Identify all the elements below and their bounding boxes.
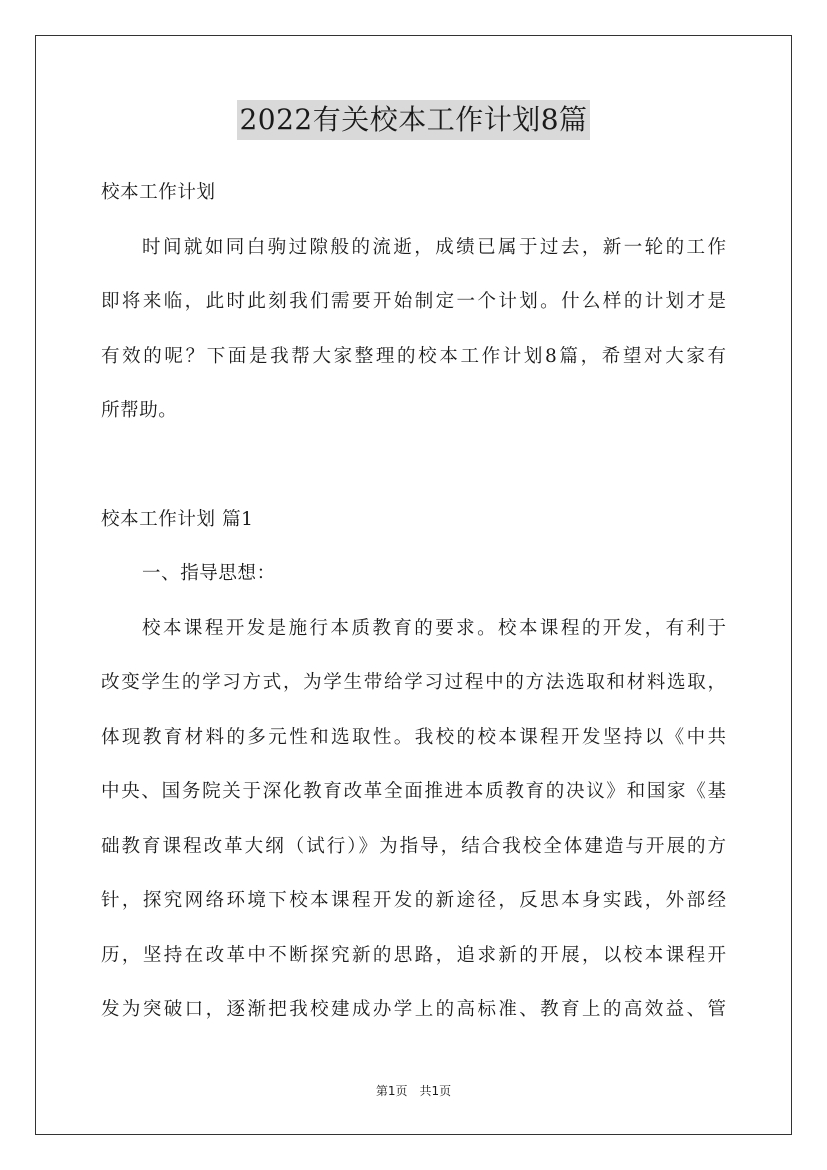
body-line: 体现教育材料的多元性和选取性。我校的校本课程开发坚持以《中共 (101, 727, 726, 748)
body-line: 改变学生的学习方式，为学生带给学习过程中的方法选取和材料选取， (101, 672, 726, 693)
body-line: 中央、国务院关于深化教育改革全面推进本质教育的决议》和国家《基 (101, 781, 726, 802)
body-line: 发为突破口，逐渐把我校建成办学上的高标准、教育上的高效益、管 (101, 999, 726, 1020)
section-heading: 校本工作计划 篇1 (101, 509, 254, 530)
intro-line: 即将来临，此时此刻我们需要开始制定一个计划。什么样的计划才是 (101, 291, 726, 312)
intro-line: 时间就如同白驹过隙般的流逝，成绩已属于过去，新一轮的工作 (142, 237, 726, 258)
intro-line: 所帮助。 (101, 400, 178, 421)
body-line: 历，坚持在改革中不断探究新的思路，追求新的开展，以校本课程开 (101, 945, 726, 966)
document-title (0, 100, 827, 140)
document-subtitle: 校本工作计划 (101, 182, 216, 203)
body-line: 础教育课程改革大纲（试行）》为指导，结合我校全体建造与开展的方 (101, 836, 726, 857)
page-footer: 第1页 共1页 (375, 1084, 452, 1098)
sub-heading: 一、指导思想： (142, 563, 276, 584)
intro-line: 有效的呢？下面是我帮大家整理的校本工作计划8篇，希望对大家有 (101, 346, 726, 367)
document-title-text: 2022有关校本工作计划8篇 (237, 100, 589, 140)
body-line: 针，探究网络环境下校本课程开发的新途径，反思本身实践，外部经 (101, 890, 726, 911)
body-line: 校本课程开发是施行本质教育的要求。校本课程的开发，有利于 (142, 618, 726, 639)
